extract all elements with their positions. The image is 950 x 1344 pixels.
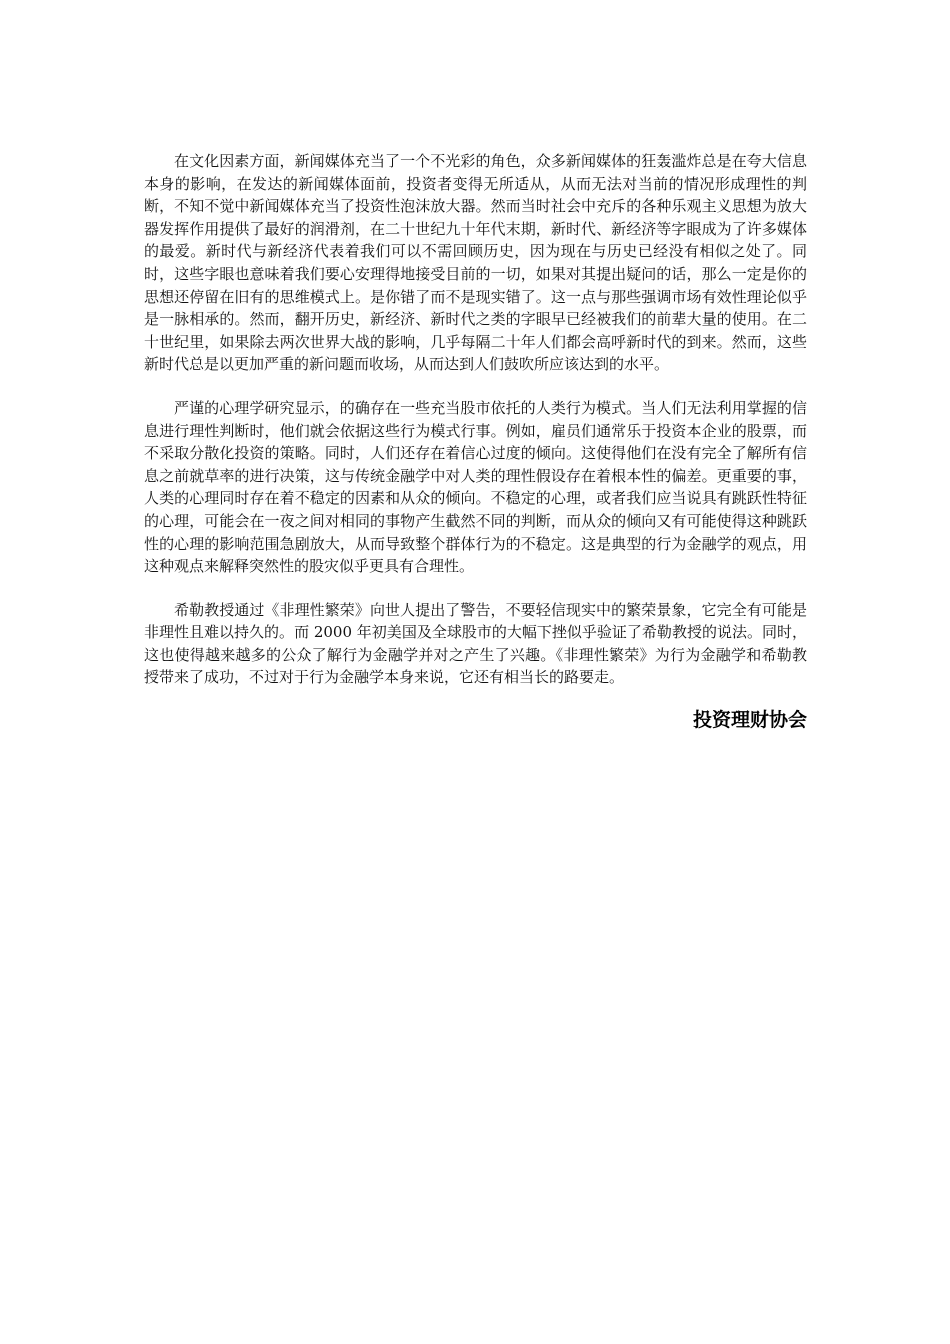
paragraph-shiller-warning: 希勒教授通过《非理性繁荣》向世人提出了警告，不要轻信现实中的繁荣景象，它完全有可能是非理性且难以持久的。而 2000 年初美国及全球股市的大幅下挫似乎验证了希勒教授的说法。同时，这也使得越来越多的公众了解行为金融学并对之产生了兴趣。《非理性繁荣》为行为金融学和希勒教授带来了成功，不过对于行为金融学本身来说，它还有相当长的路要走。 — [144, 600, 807, 687]
paragraph-psychology-research: 严谨的心理学研究显示，的确存在一些充当股市依托的人类行为模式。当人们无法利用掌握的信息进行理性判断时，他们就会依据这些行为模式行事。例如，雇员们通常乐于投资本企业的股票，而不采取分散化投资的策略。同时，人们还存在着信心过度的倾向。这使得他们在没有完全了解所有信息之前就草率的进行决策，这与传统金融学中对人类的理性假设存在着根本性的偏差。更重要的事，人类的心理同时存在着不稳定的因素和从众的倾向。不稳定的心理，或者我们应当说具有跳跃性特征的心理，可能会在一夜之间对相同的事物产生截然不同的判断，而从众的倾向又有可能使得这种跳跃性的心理的影响范围急剧放大，从而导致整个群体行为的不稳定。这是典型的行为金融学的观点，用这种观点来解释突然性的股灾似乎更具有合理性。 — [144, 398, 807, 576]
signature: 投资理财协会 — [692, 709, 807, 732]
paragraph-cultural-factors: 在文化因素方面，新闻媒体充当了一个不光彩的角色，众多新闻媒体的狂轰滥炸总是在夸大信息本身的影响，在发达的新闻媒体面前，投资者变得无所适从，从而无法对当前的情况形成理性的判断，不知不觉中新闻媒体充当了投资性泡沫放大器。然而当时社会中充斥的各种乐观主义思想为放大器发挥作用提供了最好的润滑剂，在二十世纪九十年代末期，新时代、新经济等字眼成为了许多媒体的最爱。新时代与新经济代表着我们可以不需回顾历史，因为现在与历史已经没有相似之处了。同时，这些字眼也意味着我们要心安理得地接受目前的一切，如果对其提出疑问的话，那么一定是你的思想还停留在旧有的思维模式上。是你错了而不是现实错了。这一点与那些强调市场有效性理论似乎是一脉相承的。然而，翻开历史，新经济、新时代之类的字眼早已经被我们的前辈大量的使用。在二十世纪里，如果除去两次世界大战的影响，几乎每隔二十年人们都会高呼新时代的到来。然而，这些新时代总是以更加严重的新问题而收场，从而达到人们鼓吹所应该达到的水平。 — [144, 152, 807, 374]
document-page — [144, 150, 807, 733]
